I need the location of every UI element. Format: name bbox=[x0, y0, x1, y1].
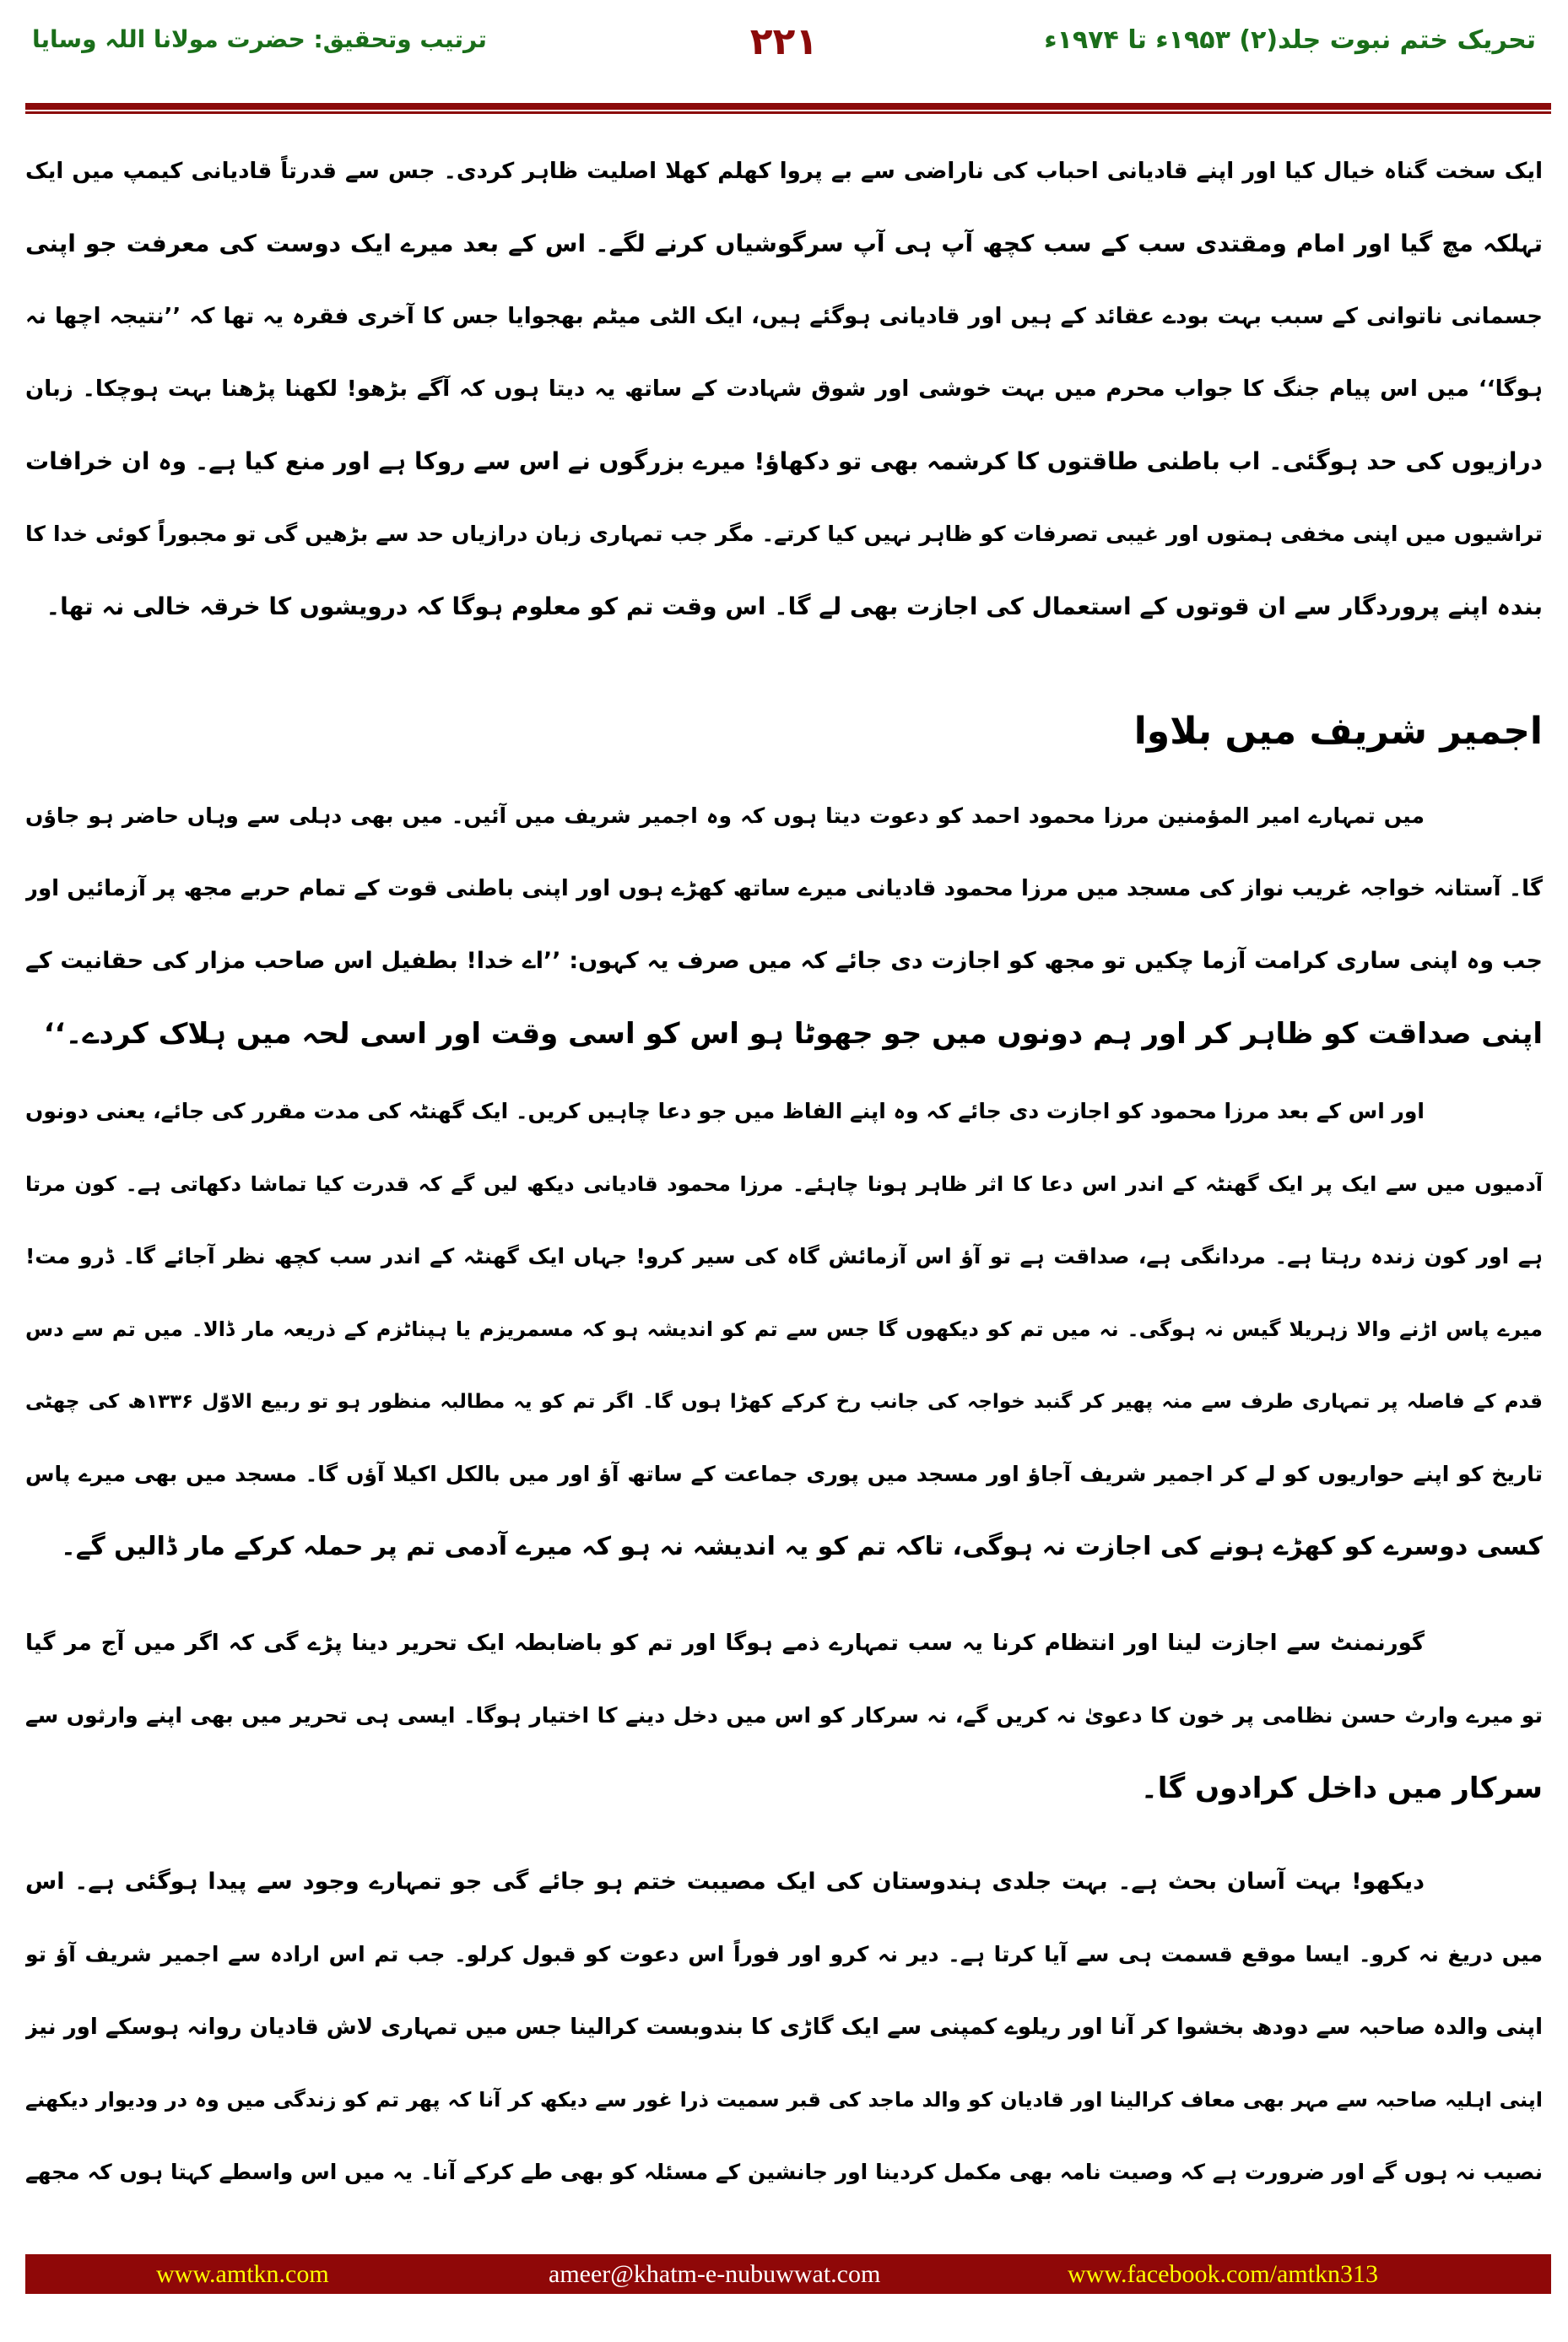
text-line: میں دریغ نہ کرو۔ ایسا موقع قسمت ہی سے آیا کرتا ہے۔ دیر نہ کرو اور فوراً اس دعوت کو قبول کرلو۔ جب تم اس ارادہ سے اجمیر شریف آؤ تو bbox=[25, 1942, 1543, 1966]
text-line: اپنی صداقت کو ظاہر کر اور ہم دونوں میں جو جھوٹا ہو اس کو اسی وقت اور اسی لحہ میں ہلاک کردے۔‘‘ bbox=[43, 1017, 1543, 1051]
text-line: دیکھو! بہت آسان بحث ہے۔ بہت جلدی ہندوستان کی ایک مصیبت ختم ہو جائے گی جو تمہارے وجود سے پیدا ہوگئی ہے۔ اس bbox=[25, 1869, 1425, 1895]
text-line: سرکار میں داخل کرادوں گا۔ bbox=[1140, 1771, 1543, 1805]
footer-bar bbox=[25, 2254, 1551, 2294]
paragraph-1 bbox=[25, 135, 1543, 643]
text-line: جسمانی ناتوانی کے سبب بہت بودے عقائد کے ہیں اور قادیانی ہوگئے ہیں، ایک الٹی میٹم بھجوایا جس کا آخری فقرہ یہ تھا کہ ’’نتیجہ اچھا نہ bbox=[25, 304, 1543, 329]
text-line: تراشیوں میں اپنی مخفی ہمتوں اور غیبی تصرفات کو ظاہر نہیں کیا کرتے۔ مگر جب تمہاری زبان درازیاں حد سے بڑھیں گی تو مجبوراً کوئی خدا کا bbox=[25, 522, 1543, 546]
compiler-credit: ترتیب وتحقیق: حضرت مولانا اللہ وسایا bbox=[32, 25, 487, 53]
text-line: ہے اور کون زندہ رہتا ہے۔ مردانگی ہے، صداقت ہے تو آؤ اس آزمائش گاہ کی سیر کرو! جہاں ایک گھنٹہ کے اندر سب کچھ نظر آجائے گا۔ ڈرو مت! bbox=[25, 1244, 1543, 1268]
text-line: ہوگا‘‘ میں اس پیام جنگ کا جواب محرم میں بہت خوشی اور شوق شہادت کے ساتھ یہ دیتا ہوں کہ آگے بڑھو! لکھنا پڑھنا بہت ہوچکا۔ زبان bbox=[25, 376, 1543, 402]
paragraph-3 bbox=[25, 1075, 1543, 1583]
section-heading: اجمیر شریف میں بلاوا bbox=[1133, 710, 1543, 753]
text-line: قدم کے فاصلہ پر تمہاری طرف سے منہ پھیر کر گنبد خواجہ کی جانب رخ کرکے کھڑا ہوں گا۔ اگر تم کو یہ مطالبہ منظور ہو تو ربیع الاوّل ۱۳۳۶ھ کی چھٹی bbox=[25, 1391, 1543, 1413]
text-line: بندہ اپنے پروردگار سے ان قوتوں کے استعمال کی اجازت بھی لے گا۔ اس وقت تم کو معلوم ہوگا کہ درویشوں کا خرقہ خالی نہ تھا۔ bbox=[46, 592, 1543, 620]
text-line: درازیوں کی حد ہوگئی۔ اب باطنی طاقتوں کا کرشمہ بھی تو دکھاؤ! میرے بزرگوں نے اس سے روکا ہے اور منع کیا ہے۔ وہ ان خرافات bbox=[25, 447, 1543, 475]
email-link[interactable]: ameer@khatm-e-nubuwwat.com bbox=[549, 2260, 881, 2288]
paragraph-4 bbox=[25, 1607, 1543, 1825]
text-line: گا۔ آستانہ خواجہ غریب نواز کی مسجد میں مرزا محمود قادیانی میرے ساتھ کھڑے ہوں اور اپنی باطنی قوت کے تمام حربے مجھ پر آزمائیں اور bbox=[25, 876, 1543, 901]
text-line: میرے پاس اڑنے والا زہریلا گیس نہ ہوگی۔ نہ میں تم کو دیکھوں گا جس سے تم کو اندیشہ ہو کہ مسمریزم یا ہپناٹزم کے ذریعہ مار ڈالا۔ میں تم سے دس bbox=[25, 1317, 1543, 1341]
text-line: میں تمہارے امیر المؤمنین مرزا محمود احمد کو دعوت دیتا ہوں کہ وہ اجمیر شریف میں آئیں۔ میں بھی دہلی سے وہاں حاضر ہو جاؤں bbox=[25, 803, 1425, 828]
text-line: اپنی اہلیہ صاحبہ سے مہر بھی معاف کرالینا اور قادیان کو والد ماجد کی قبر سمیت ذرا غور سے دیکھ کر آنا کہ پھر تم کو زندگی میں وہ در ودیوار دیکھنے bbox=[25, 2088, 1543, 2112]
text-line: آدمیوں میں سے ایک پر ایک گھنٹہ کے اندر اس دعا کا اثر ظاہر ہونا چاہئے۔ مرزا محمود قادیانی دیکھ لیں گے کہ قدرت کیا تماشا دکھاتی ہے۔ کون مرتا bbox=[25, 1172, 1543, 1196]
header-divider-thin bbox=[25, 111, 1551, 114]
paragraph-5 bbox=[25, 1846, 1543, 2209]
book-title: تحریک ختم نبوت جلد(۲) ۱۹۵۳ء تا ۱۹۷۴ء bbox=[1044, 25, 1536, 55]
page-number: ۲۲۱ bbox=[749, 20, 819, 63]
text-line: ایک سخت گناہ خیال کیا اور اپنے قادیانی احباب کی ناراضی سے بے پروا کھلم کھلا اصلیت ظاہر کردی۔ جس سے قدرتاً قادیانی کیمپ میں ایک bbox=[25, 159, 1543, 184]
text-line: تو میرے وارث حسن نظامی پر خون کا دعویٰ نہ کریں گے، نہ سرکار کو اس میں دخل دینے کا اختیار ہوگا۔ ایسی ہی تحریر میں بھی اپنے وارثوں سے bbox=[25, 1703, 1543, 1728]
text-line: گورنمنٹ سے اجازت لینا اور انتظام کرنا یہ سب تمہارے ذمے ہوگا اور تم کو باضابطہ ایک تحریر دینا پڑے گی کہ اگر میں آج مر گیا bbox=[25, 1631, 1425, 1656]
text-line: اپنی والدہ صاحبہ سے دودھ بخشوا کر آنا اور ریلوے کمپنی سے ایک گاڑی کا بندوبست کرالینا جس میں تمہاری لاش قادیان روانہ ہوسکے اور نیز bbox=[25, 2015, 1543, 2040]
website-link[interactable]: www.amtkn.com bbox=[156, 2260, 329, 2288]
paragraph-2 bbox=[25, 780, 1543, 1070]
text-line: کسی دوسرے کو کھڑے ہونے کی اجازت نہ ہوگی، تاکہ تم کو یہ اندیشہ نہ ہو کہ میرے آدمی تم پر حملہ کرکے مار ڈالیں گے۔ bbox=[61, 1532, 1543, 1561]
text-line: نصیب نہ ہوں گے اور ضرورت ہے کہ وصیت نامہ بھی مکمل کردینا اور جانشین کے مسئلہ کو بھی طے کرکے آنا۔ یہ میں اس واسطے کہتا ہوں کہ مجھے bbox=[25, 2160, 1543, 2184]
text-line: تاریخ کو اپنے حواریوں کو لے کر اجمیر شریف آجاؤ اور مسجد میں پوری جماعت کے ساتھ آؤ اور میں بالکل اکیلا آؤں گا۔ مسجد میں بھی میرے پاس bbox=[25, 1462, 1543, 1486]
header-divider-thick bbox=[25, 103, 1551, 110]
page-body bbox=[25, 135, 1543, 2209]
text-line: جب وہ اپنی ساری کرامت آزما چکیں تو مجھ کو اجازت دی جائے کہ میں صرف یہ کہوں: ’’اے خدا! بطفیل اس صاحب مزار کی حقانیت کے bbox=[25, 948, 1543, 974]
facebook-link[interactable]: www.facebook.com/amtkn313 bbox=[1068, 2260, 1378, 2288]
text-line: اور اس کے بعد مرزا محمود کو اجازت دی جائے کہ وہ اپنے الفاظ میں جو دعا چاہیں کریں۔ ایک گھنٹہ کی مدت مقرر کی جائے، یعنی دونوں bbox=[25, 1099, 1425, 1123]
text-line: تہلکہ مچ گیا اور امام ومقتدی سب کے سب کچھ آپ ہی آپ سرگوشیاں کرنے لگے۔ اس کے بعد میرے ایک دوست کی معرفت جو اپنی bbox=[25, 230, 1543, 257]
